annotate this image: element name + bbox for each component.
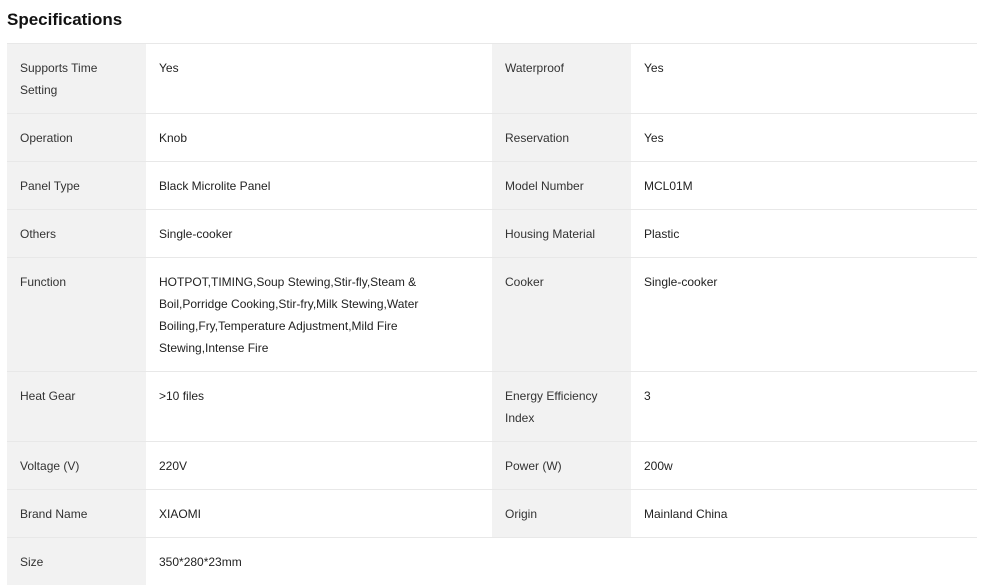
spec-key: Energy Efficiency Index: [492, 372, 631, 442]
table-row: [7, 210, 977, 258]
spec-key: Housing Material: [492, 210, 631, 258]
empty-cell: [492, 538, 631, 585]
spec-key: Power (W): [492, 442, 631, 490]
spec-key: Origin: [492, 490, 631, 538]
spec-key: Operation: [7, 114, 146, 162]
spec-value: 350*280*23mm: [146, 538, 492, 585]
empty-cell: [631, 538, 977, 585]
spec-key: Panel Type: [7, 162, 146, 210]
spec-value: 200w: [631, 442, 977, 490]
section-title: Specifications: [7, 8, 122, 32]
spec-key: Model Number: [492, 162, 631, 210]
spec-value: Yes: [631, 44, 977, 114]
table-row: [7, 162, 977, 210]
spec-key: Waterproof: [492, 44, 631, 114]
spec-value: 220V: [146, 442, 492, 490]
spec-value: MCL01M: [631, 162, 977, 210]
table-row: [7, 442, 977, 490]
spec-value: >10 files: [146, 372, 492, 442]
table-row: [7, 490, 977, 538]
spec-value: Knob: [146, 114, 492, 162]
spec-value: Mainland China: [631, 490, 977, 538]
spec-value: Single-cooker: [146, 210, 492, 258]
table-row: [7, 538, 977, 585]
spec-key: Supports Time Setting: [7, 44, 146, 114]
table-row: [7, 114, 977, 162]
spec-value: HOTPOT,TIMING,Soup Stewing,Stir-fly,Steam & Boil,Porridge Cooking,Stir-fry,Milk Stewing,Water Boiling,Fry,Temperature Adjustment,Mild Fire Stewing,Intense Fire: [146, 258, 492, 372]
spec-key: Size: [7, 538, 146, 585]
table-row: [7, 258, 977, 372]
spec-key: Cooker: [492, 258, 631, 372]
spec-key: Voltage (V): [7, 442, 146, 490]
spec-key: Function: [7, 258, 146, 372]
spec-key: Brand Name: [7, 490, 146, 538]
spec-key: Reservation: [492, 114, 631, 162]
table-row: [7, 44, 977, 114]
spec-value: Single-cooker: [631, 258, 977, 372]
spec-key: Others: [7, 210, 146, 258]
spec-key: Heat Gear: [7, 372, 146, 442]
table-row: [7, 372, 977, 442]
spec-value: 3: [631, 372, 977, 442]
spec-value: XIAOMI: [146, 490, 492, 538]
spec-value: Yes: [146, 44, 492, 114]
spec-value: Black Microlite Panel: [146, 162, 492, 210]
spec-value: Yes: [631, 114, 977, 162]
specifications-table: [7, 43, 977, 585]
spec-value: Plastic: [631, 210, 977, 258]
